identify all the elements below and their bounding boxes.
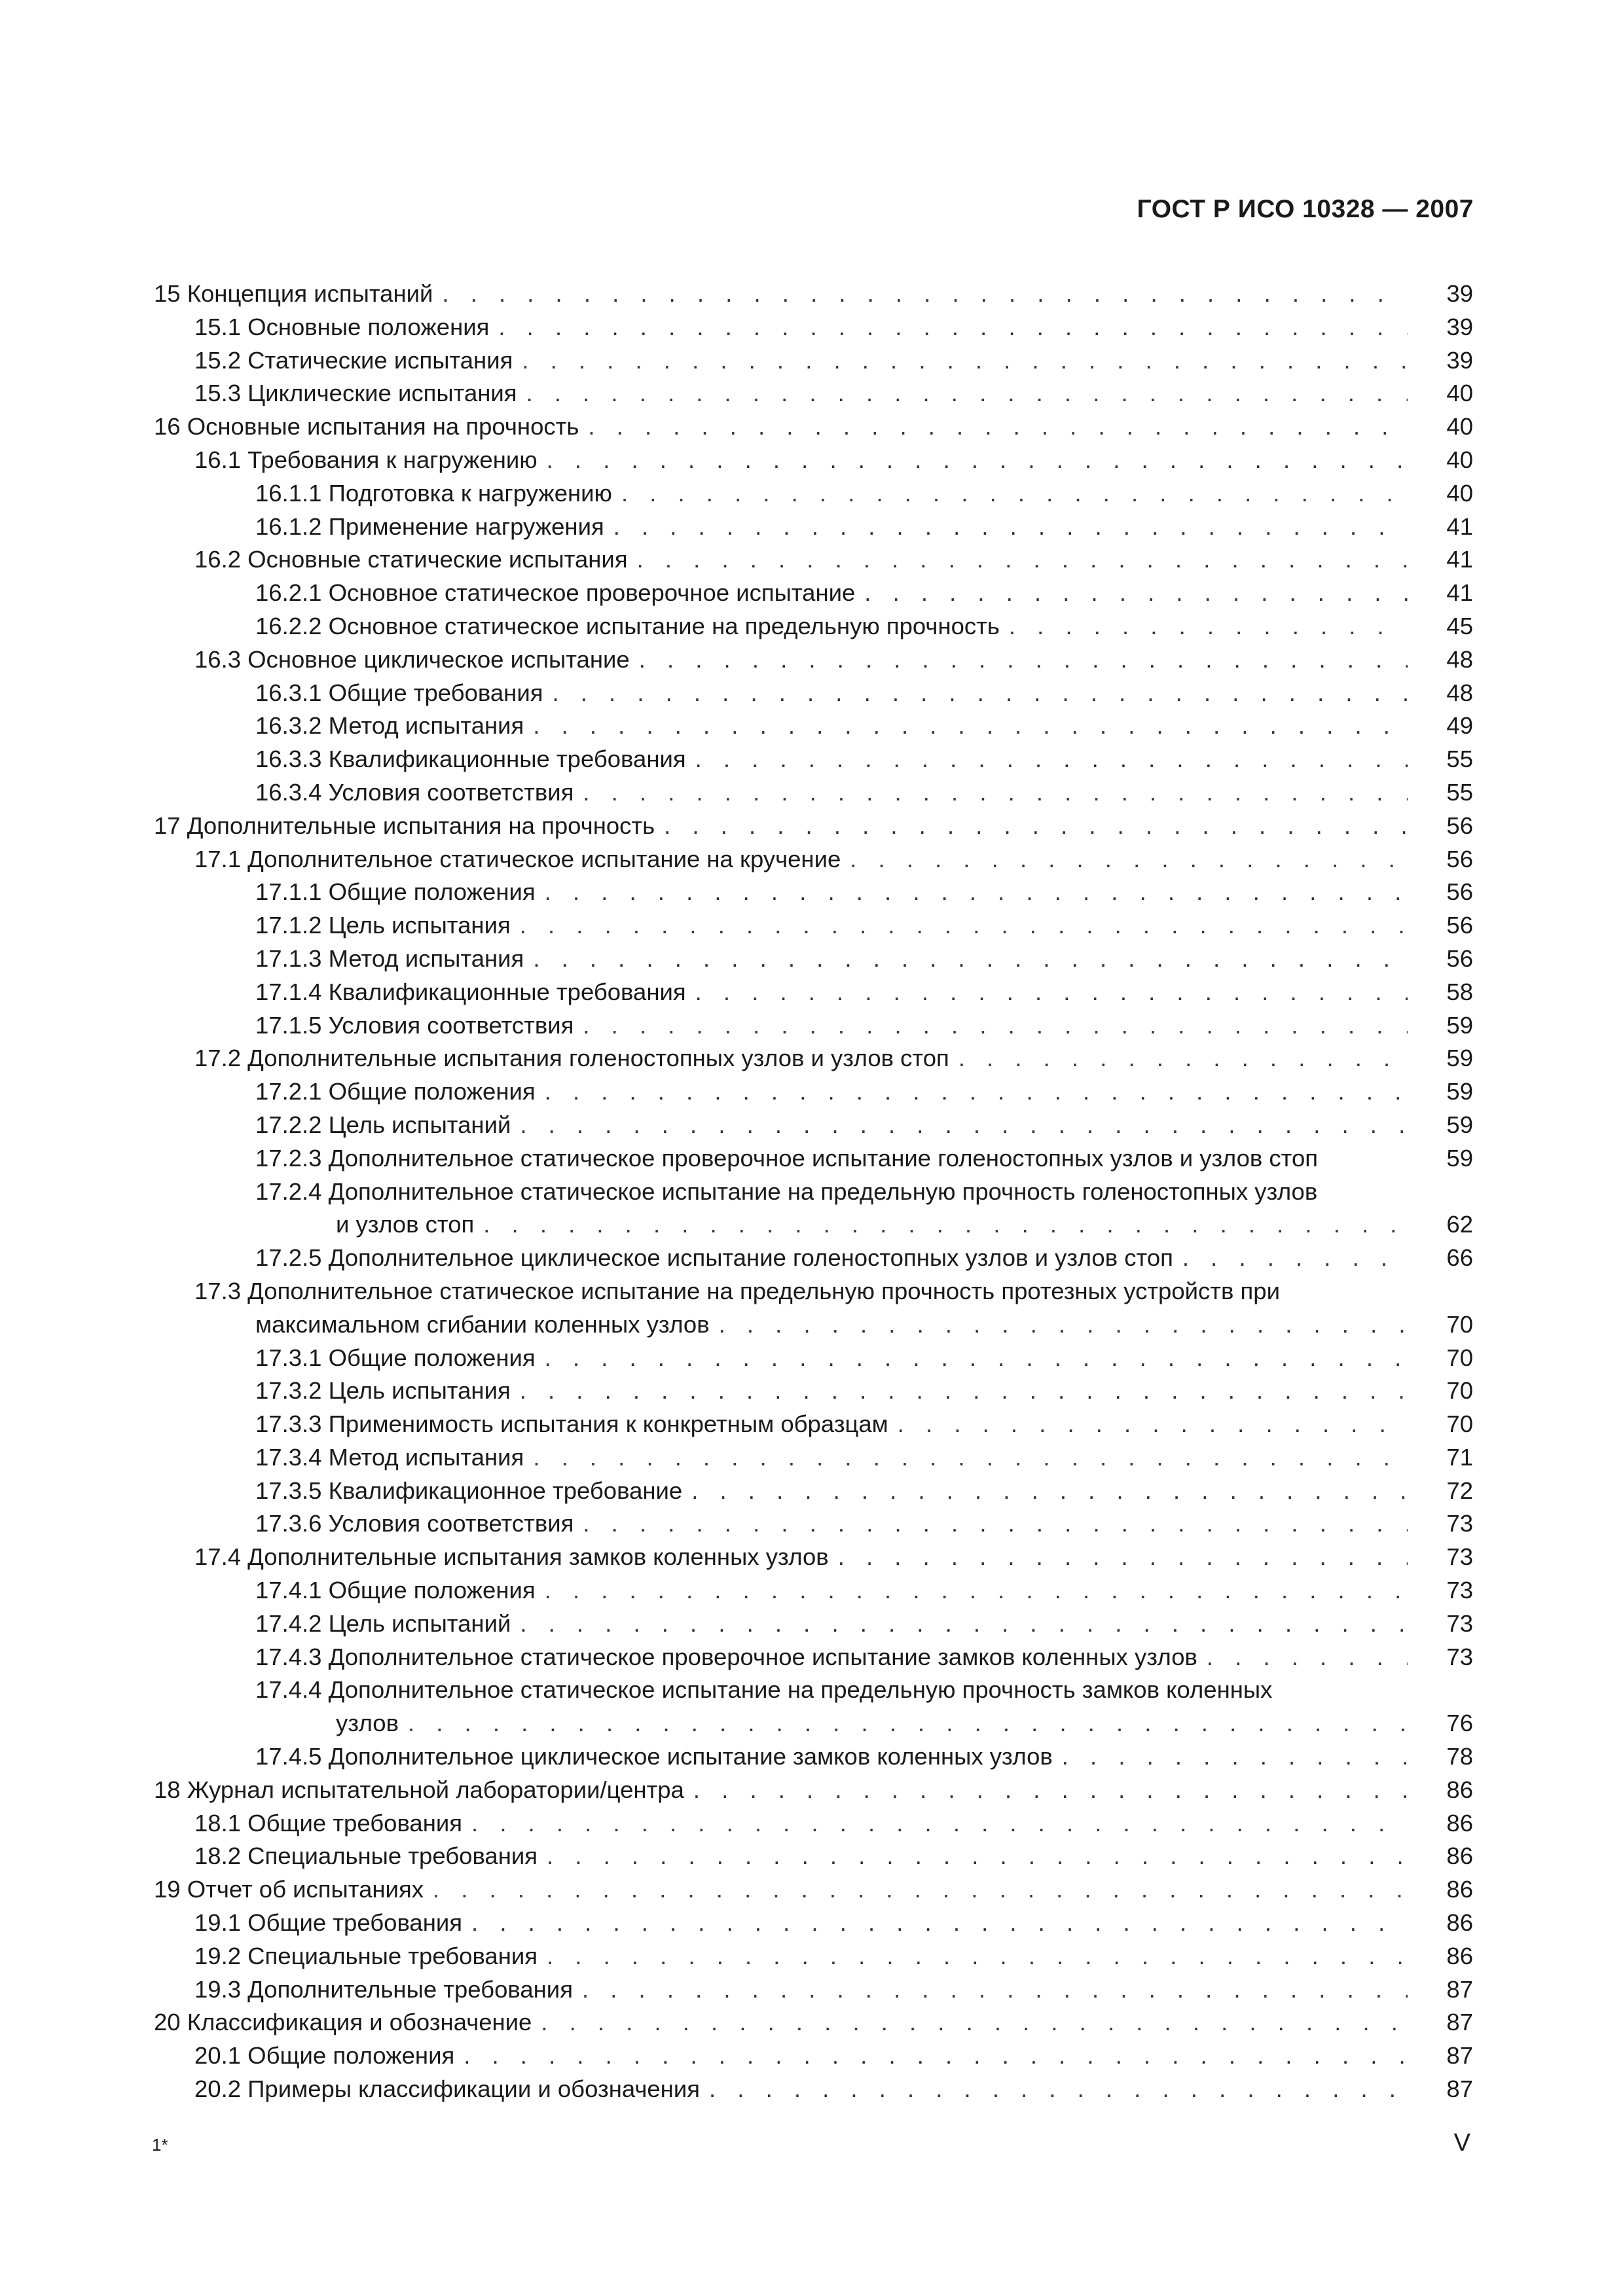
- toc-entry-page-number: 48: [1446, 679, 1473, 706]
- toc-entry[interactable]: [154, 278, 1473, 311]
- dot-leader: [511, 909, 1408, 942]
- toc-entry-page-number: 41: [1446, 579, 1473, 607]
- toc-entry[interactable]: [154, 1275, 1473, 1308]
- toc-entry-page-number: 86: [1446, 1909, 1473, 1937]
- toc-entry[interactable]: [154, 1475, 1473, 1508]
- toc-entry[interactable]: [154, 410, 1473, 444]
- dot-leader: [462, 1907, 1408, 1940]
- toc-entry-page-number: 73: [1446, 1510, 1473, 1537]
- toc-entry-page-number: 87: [1446, 2042, 1473, 2070]
- toc-entry-title: 17.1 Дополнительное статическое испытание на кручение: [194, 845, 841, 872]
- dot-leader: [474, 1208, 1408, 1242]
- dot-leader: [538, 1940, 1408, 1973]
- toc-entry-title: и узлов стоп: [336, 1211, 475, 1238]
- toc-entry-title: 16.3.4 Условия соответствия: [255, 778, 574, 806]
- toc-entry[interactable]: [154, 511, 1473, 544]
- toc-entry-page-number: 48: [1446, 645, 1473, 673]
- toc-entry-title: 18.1 Общие требования: [194, 1809, 463, 1837]
- toc-entry-title: 19 Отчет об испытаниях: [154, 1876, 424, 1903]
- toc-entry-page-number: 86: [1446, 1842, 1473, 1870]
- toc-entry-title: 17.4.1 Общие положения: [255, 1577, 536, 1604]
- toc-entry-title: 17.2.3 Дополнительное статическое проверочное испытание голеностопных узлов и узлов стоп: [255, 1144, 1319, 1172]
- dot-leader: [538, 444, 1408, 477]
- toc-entry-page-number: 87: [1446, 1975, 1473, 2003]
- toc-entry-page-number: 59: [1446, 1078, 1473, 1105]
- toc-entry[interactable]: [154, 344, 1473, 378]
- toc-entry-title: 16.1 Требования к нагружению: [194, 446, 538, 473]
- dot-leader: [574, 776, 1408, 810]
- toc-entry[interactable]: [154, 876, 1473, 909]
- dot-leader: [655, 810, 1408, 843]
- toc-entry[interactable]: [154, 1208, 1473, 1242]
- toc-entry[interactable]: [154, 976, 1473, 1009]
- dot-leader: [532, 2006, 1408, 2039]
- toc-entry[interactable]: [154, 610, 1473, 643]
- dot-leader: [1173, 1242, 1408, 1275]
- toc-entry-page-number: 72: [1446, 1477, 1473, 1504]
- toc-entry-page-number: 87: [1446, 2075, 1473, 2103]
- toc-entry-title: 20.1 Общие положения: [194, 2042, 455, 2070]
- dot-leader: [573, 1973, 1408, 2007]
- toc-entry-title: 19.2 Специальные требования: [194, 1942, 538, 1969]
- toc-entry-title: 17.1.3 Метод испытания: [255, 944, 524, 972]
- dot-leader: [517, 377, 1408, 410]
- toc-entry-page-number: 40: [1446, 380, 1473, 407]
- toc-entry[interactable]: [154, 1441, 1473, 1475]
- toc-entry-title: 20 Классификация и обозначение: [154, 2009, 532, 2036]
- dot-leader: [1053, 1740, 1408, 1774]
- dot-leader: [630, 643, 1408, 677]
- toc-entry-page-number: 86: [1446, 1776, 1473, 1803]
- toc-entry-page-number: 45: [1446, 612, 1473, 639]
- toc-entry-title: 16 Основные испытания на прочность: [154, 413, 579, 440]
- toc-entry[interactable]: [154, 1342, 1473, 1375]
- toc-entry[interactable]: [154, 311, 1473, 344]
- footer-sheet-mark: 1*: [152, 2135, 168, 2155]
- dot-leader: [1197, 1641, 1408, 1674]
- toc-entry-title: 17.3.4 Метод испытания: [255, 1443, 524, 1471]
- dot-leader: [524, 942, 1408, 976]
- dot-leader: [829, 1541, 1408, 1574]
- dot-leader: [424, 1873, 1408, 1907]
- toc-entry-title: 17.3 Дополнительное статическое испытание на предельную прочность протезных устройств при: [194, 1277, 1280, 1304]
- toc-entry[interactable]: [154, 1075, 1473, 1109]
- dot-leader: [454, 2039, 1408, 2073]
- toc-entry-page-number: 41: [1446, 512, 1473, 540]
- page-header-title: ГОСТ Р ИСО 10328 — 2007: [1137, 195, 1474, 223]
- toc-entry-title: 17.3.3 Применимость испытания к конкретным образцам: [255, 1410, 888, 1438]
- toc-entry-title: 17.2.1 Общие положения: [255, 1078, 536, 1105]
- toc-entry-title: 19.1 Общие требования: [194, 1909, 463, 1937]
- toc-entry[interactable]: [154, 942, 1473, 976]
- toc-entry-title: 17.2.2 Цель испытаний: [255, 1111, 511, 1138]
- toc-entry[interactable]: [154, 543, 1473, 577]
- toc-entry[interactable]: [154, 377, 1473, 410]
- toc-entry[interactable]: [154, 1973, 1473, 2007]
- toc-entry-title: 17.4.3 Дополнительное статическое проверочное испытание замков коленных узлов: [255, 1643, 1197, 1670]
- toc-entry-title: 17.1.5 Условия соответствия: [255, 1011, 574, 1039]
- dot-leader: [1000, 610, 1408, 643]
- toc-entry[interactable]: [154, 2039, 1473, 2073]
- dot-leader: [574, 1507, 1408, 1541]
- toc-entry-title: 17.3.5 Квалификационное требование: [255, 1477, 683, 1504]
- toc-entry-title: 17.2.4 Дополнительное статическое испытание на предельную прочность голеностопных узлов: [255, 1177, 1318, 1205]
- dot-leader: [399, 1707, 1408, 1740]
- toc-entry[interactable]: [154, 1042, 1473, 1075]
- footer-page-number: V: [1453, 2129, 1470, 2157]
- toc-entry[interactable]: [154, 1009, 1473, 1043]
- toc-entry-page-number: 40: [1446, 479, 1473, 507]
- toc-entry[interactable]: [154, 909, 1473, 942]
- toc-entry[interactable]: [154, 810, 1473, 843]
- toc-entry[interactable]: [154, 1142, 1473, 1175]
- toc-entry-page-number: 86: [1446, 1942, 1473, 1969]
- toc-entry[interactable]: [154, 1674, 1473, 1707]
- toc-entry-page-number: 39: [1446, 280, 1473, 307]
- toc-entry-page-number: 78: [1446, 1743, 1473, 1770]
- toc-entry-title: 16.2 Основные статические испытания: [194, 546, 628, 573]
- toc-entry-page-number: 55: [1446, 745, 1473, 773]
- toc-entry-page-number: 56: [1446, 845, 1473, 872]
- toc-entry[interactable]: [154, 1940, 1473, 1973]
- dot-leader: [524, 709, 1408, 743]
- toc-entry-page-number: 70: [1446, 1377, 1473, 1405]
- toc-entry[interactable]: [154, 1641, 1473, 1674]
- toc-entry[interactable]: [154, 677, 1473, 710]
- toc-entry-title: 15.2 Статические испытания: [194, 346, 513, 374]
- toc-entry[interactable]: [154, 709, 1473, 743]
- toc-entry[interactable]: [154, 1242, 1473, 1275]
- dot-leader: [536, 1574, 1408, 1607]
- toc-entry[interactable]: [154, 2073, 1473, 2106]
- toc-entry-page-number: 55: [1446, 778, 1473, 806]
- dot-leader: [433, 278, 1408, 311]
- dot-leader: [511, 1607, 1408, 1641]
- toc-entry-title: 16.3 Основное циклическое испытание: [194, 645, 630, 673]
- dot-leader: [841, 843, 1408, 876]
- toc-entry[interactable]: [154, 776, 1473, 810]
- dot-leader: [538, 1840, 1408, 1873]
- toc-entry-page-number: 39: [1446, 346, 1473, 374]
- toc-entry-page-number: 73: [1446, 1577, 1473, 1604]
- dot-leader: [511, 1109, 1408, 1142]
- toc-entry-page-number: 62: [1446, 1211, 1473, 1238]
- toc-entry[interactable]: [154, 1408, 1473, 1441]
- toc-entry[interactable]: [154, 843, 1473, 876]
- toc-entry-title: 17.1.2 Цель испытания: [255, 912, 511, 939]
- toc-entry-title: 18 Журнал испытательной лаборатории/центра: [154, 1776, 684, 1803]
- table-of-contents: [154, 278, 1473, 2106]
- toc-entry[interactable]: [154, 477, 1473, 511]
- toc-entry-page-number: 59: [1446, 1011, 1473, 1039]
- toc-entry-title: 16.2.1 Основное статическое проверочное испытание: [255, 579, 856, 607]
- toc-entry[interactable]: [154, 1807, 1473, 1840]
- toc-entry-title: 16.3.1 Общие требования: [255, 679, 543, 706]
- toc-entry[interactable]: [154, 1740, 1473, 1774]
- toc-entry[interactable]: [154, 1541, 1473, 1574]
- toc-entry-page-number: 86: [1446, 1876, 1473, 1903]
- toc-entry[interactable]: [154, 1873, 1473, 1907]
- toc-entry-page-number: 59: [1446, 1144, 1473, 1172]
- toc-entry-page-number: 70: [1446, 1344, 1473, 1371]
- toc-entry-page-number: 40: [1446, 413, 1473, 440]
- dot-leader: [543, 677, 1408, 710]
- toc-entry-page-number: 40: [1446, 446, 1473, 473]
- dot-leader: [686, 743, 1408, 776]
- toc-entry-title: 17.4.2 Цель испытаний: [255, 1609, 511, 1637]
- toc-entry-title: 17.3.6 Условия соответствия: [255, 1510, 574, 1537]
- toc-entry-title: 17.3.1 Общие положения: [255, 1344, 536, 1371]
- dot-leader: [628, 543, 1408, 577]
- toc-entry-page-number: 71: [1446, 1443, 1473, 1471]
- toc-entry-title: 17.4 Дополнительные испытания замков коленных узлов: [194, 1543, 829, 1571]
- dot-leader: [949, 1042, 1408, 1075]
- dot-leader: [462, 1807, 1408, 1840]
- toc-entry-title: 15.3 Циклические испытания: [194, 380, 517, 407]
- toc-entry[interactable]: [154, 743, 1473, 776]
- toc-entry-title: 17.4.5 Дополнительное циклическое испытание замков коленных узлов: [255, 1743, 1053, 1770]
- toc-entry-title: 17.1.4 Квалификационные требования: [255, 978, 686, 1005]
- toc-entry-title: 19.3 Дополнительные требования: [194, 1975, 573, 2003]
- toc-entry[interactable]: [154, 1175, 1473, 1209]
- dot-leader: [700, 2073, 1408, 2106]
- dot-leader: [682, 1475, 1408, 1508]
- toc-entry-page-number: 73: [1446, 1609, 1473, 1637]
- toc-entry[interactable]: [154, 1607, 1473, 1641]
- dot-leader: [612, 477, 1408, 511]
- toc-entry-title: 16.2.2 Основное статическое испытание на предельную прочность: [255, 612, 1000, 639]
- dot-leader: [684, 1774, 1408, 1807]
- toc-entry-page-number: 73: [1446, 1543, 1473, 1571]
- toc-entry[interactable]: [154, 577, 1473, 610]
- toc-entry-page-number: 49: [1446, 712, 1473, 740]
- toc-entry-title: узлов: [336, 1710, 399, 1737]
- toc-entry-page-number: 70: [1446, 1310, 1473, 1338]
- toc-entry-title: 17.4.4 Дополнительное статическое испытание на предельную прочность замков коленных: [255, 1676, 1273, 1704]
- toc-entry-page-number: 56: [1446, 944, 1473, 972]
- toc-entry[interactable]: [154, 1907, 1473, 1940]
- dot-leader: [579, 410, 1408, 444]
- toc-entry-title: 17.3.2 Цель испытания: [255, 1377, 511, 1405]
- dot-leader: [574, 1009, 1408, 1043]
- toc-entry-page-number: 70: [1446, 1410, 1473, 1438]
- toc-entry-page-number: 59: [1446, 1111, 1473, 1138]
- dot-leader: [536, 1342, 1408, 1375]
- toc-entry[interactable]: [154, 1109, 1473, 1142]
- toc-entry[interactable]: [154, 444, 1473, 477]
- toc-entry-title: 16.3.3 Квалификационные требования: [255, 745, 686, 773]
- toc-entry-title: 17.1.1 Общие положения: [255, 878, 536, 906]
- toc-entry-page-number: 39: [1446, 313, 1473, 340]
- toc-entry-title: 18.2 Специальные требования: [194, 1842, 538, 1870]
- toc-entry-title: 17.2 Дополнительные испытания голеностопных узлов и узлов стоп: [194, 1045, 949, 1072]
- toc-entry-title: 16.1.1 Подготовка к нагружению: [255, 479, 612, 507]
- toc-entry-page-number: 56: [1446, 912, 1473, 939]
- toc-entry-page-number: 86: [1446, 1809, 1473, 1837]
- toc-entry-title: максимальном сгибании коленных узлов: [255, 1310, 710, 1338]
- toc-entry-page-number: 59: [1446, 1045, 1473, 1072]
- dot-leader: [686, 976, 1408, 1009]
- dot-leader: [710, 1308, 1408, 1342]
- toc-entry-title: 17.2.5 Дополнительное циклическое испытание голеностопных узлов и узлов стоп: [255, 1244, 1173, 1272]
- toc-entry-page-number: 66: [1446, 1244, 1473, 1272]
- dot-leader: [855, 577, 1408, 610]
- toc-entry-page-number: 41: [1446, 546, 1473, 573]
- toc-entry-page-number: 87: [1446, 2009, 1473, 2036]
- toc-entry-title: 17 Дополнительные испытания на прочность: [154, 812, 655, 839]
- toc-entry-page-number: 56: [1446, 812, 1473, 839]
- toc-entry[interactable]: [154, 1840, 1473, 1873]
- toc-entry-page-number: 76: [1446, 1710, 1473, 1737]
- toc-entry[interactable]: [154, 1507, 1473, 1541]
- dot-leader: [513, 344, 1408, 378]
- toc-entry-page-number: 73: [1446, 1643, 1473, 1670]
- dot-leader: [536, 876, 1408, 909]
- toc-entry[interactable]: [154, 643, 1473, 677]
- dot-leader: [536, 1075, 1408, 1109]
- dot-leader: [524, 1441, 1408, 1475]
- toc-entry-page-number: 56: [1446, 878, 1473, 906]
- toc-entry[interactable]: [154, 1308, 1473, 1342]
- dot-leader: [888, 1408, 1408, 1441]
- toc-entry-title: 15 Концепция испытаний: [154, 280, 433, 307]
- dot-leader: [604, 511, 1408, 544]
- toc-entry[interactable]: [154, 1774, 1473, 1807]
- toc-entry-title: 20.2 Примеры классификации и обозначения: [194, 2075, 700, 2103]
- toc-entry-title: 16.1.2 Применение нагружения: [255, 512, 604, 540]
- toc-entry[interactable]: [154, 1574, 1473, 1607]
- dot-leader: [511, 1374, 1408, 1408]
- toc-entry-title: 15.1 Основные положения: [194, 313, 490, 340]
- toc-entry-page-number: 58: [1446, 978, 1473, 1005]
- toc-entry[interactable]: [154, 2006, 1473, 2039]
- toc-entry-title: 16.3.2 Метод испытания: [255, 712, 524, 740]
- toc-entry[interactable]: [154, 1374, 1473, 1408]
- toc-entry[interactable]: [154, 1707, 1473, 1740]
- dot-leader: [489, 311, 1408, 344]
